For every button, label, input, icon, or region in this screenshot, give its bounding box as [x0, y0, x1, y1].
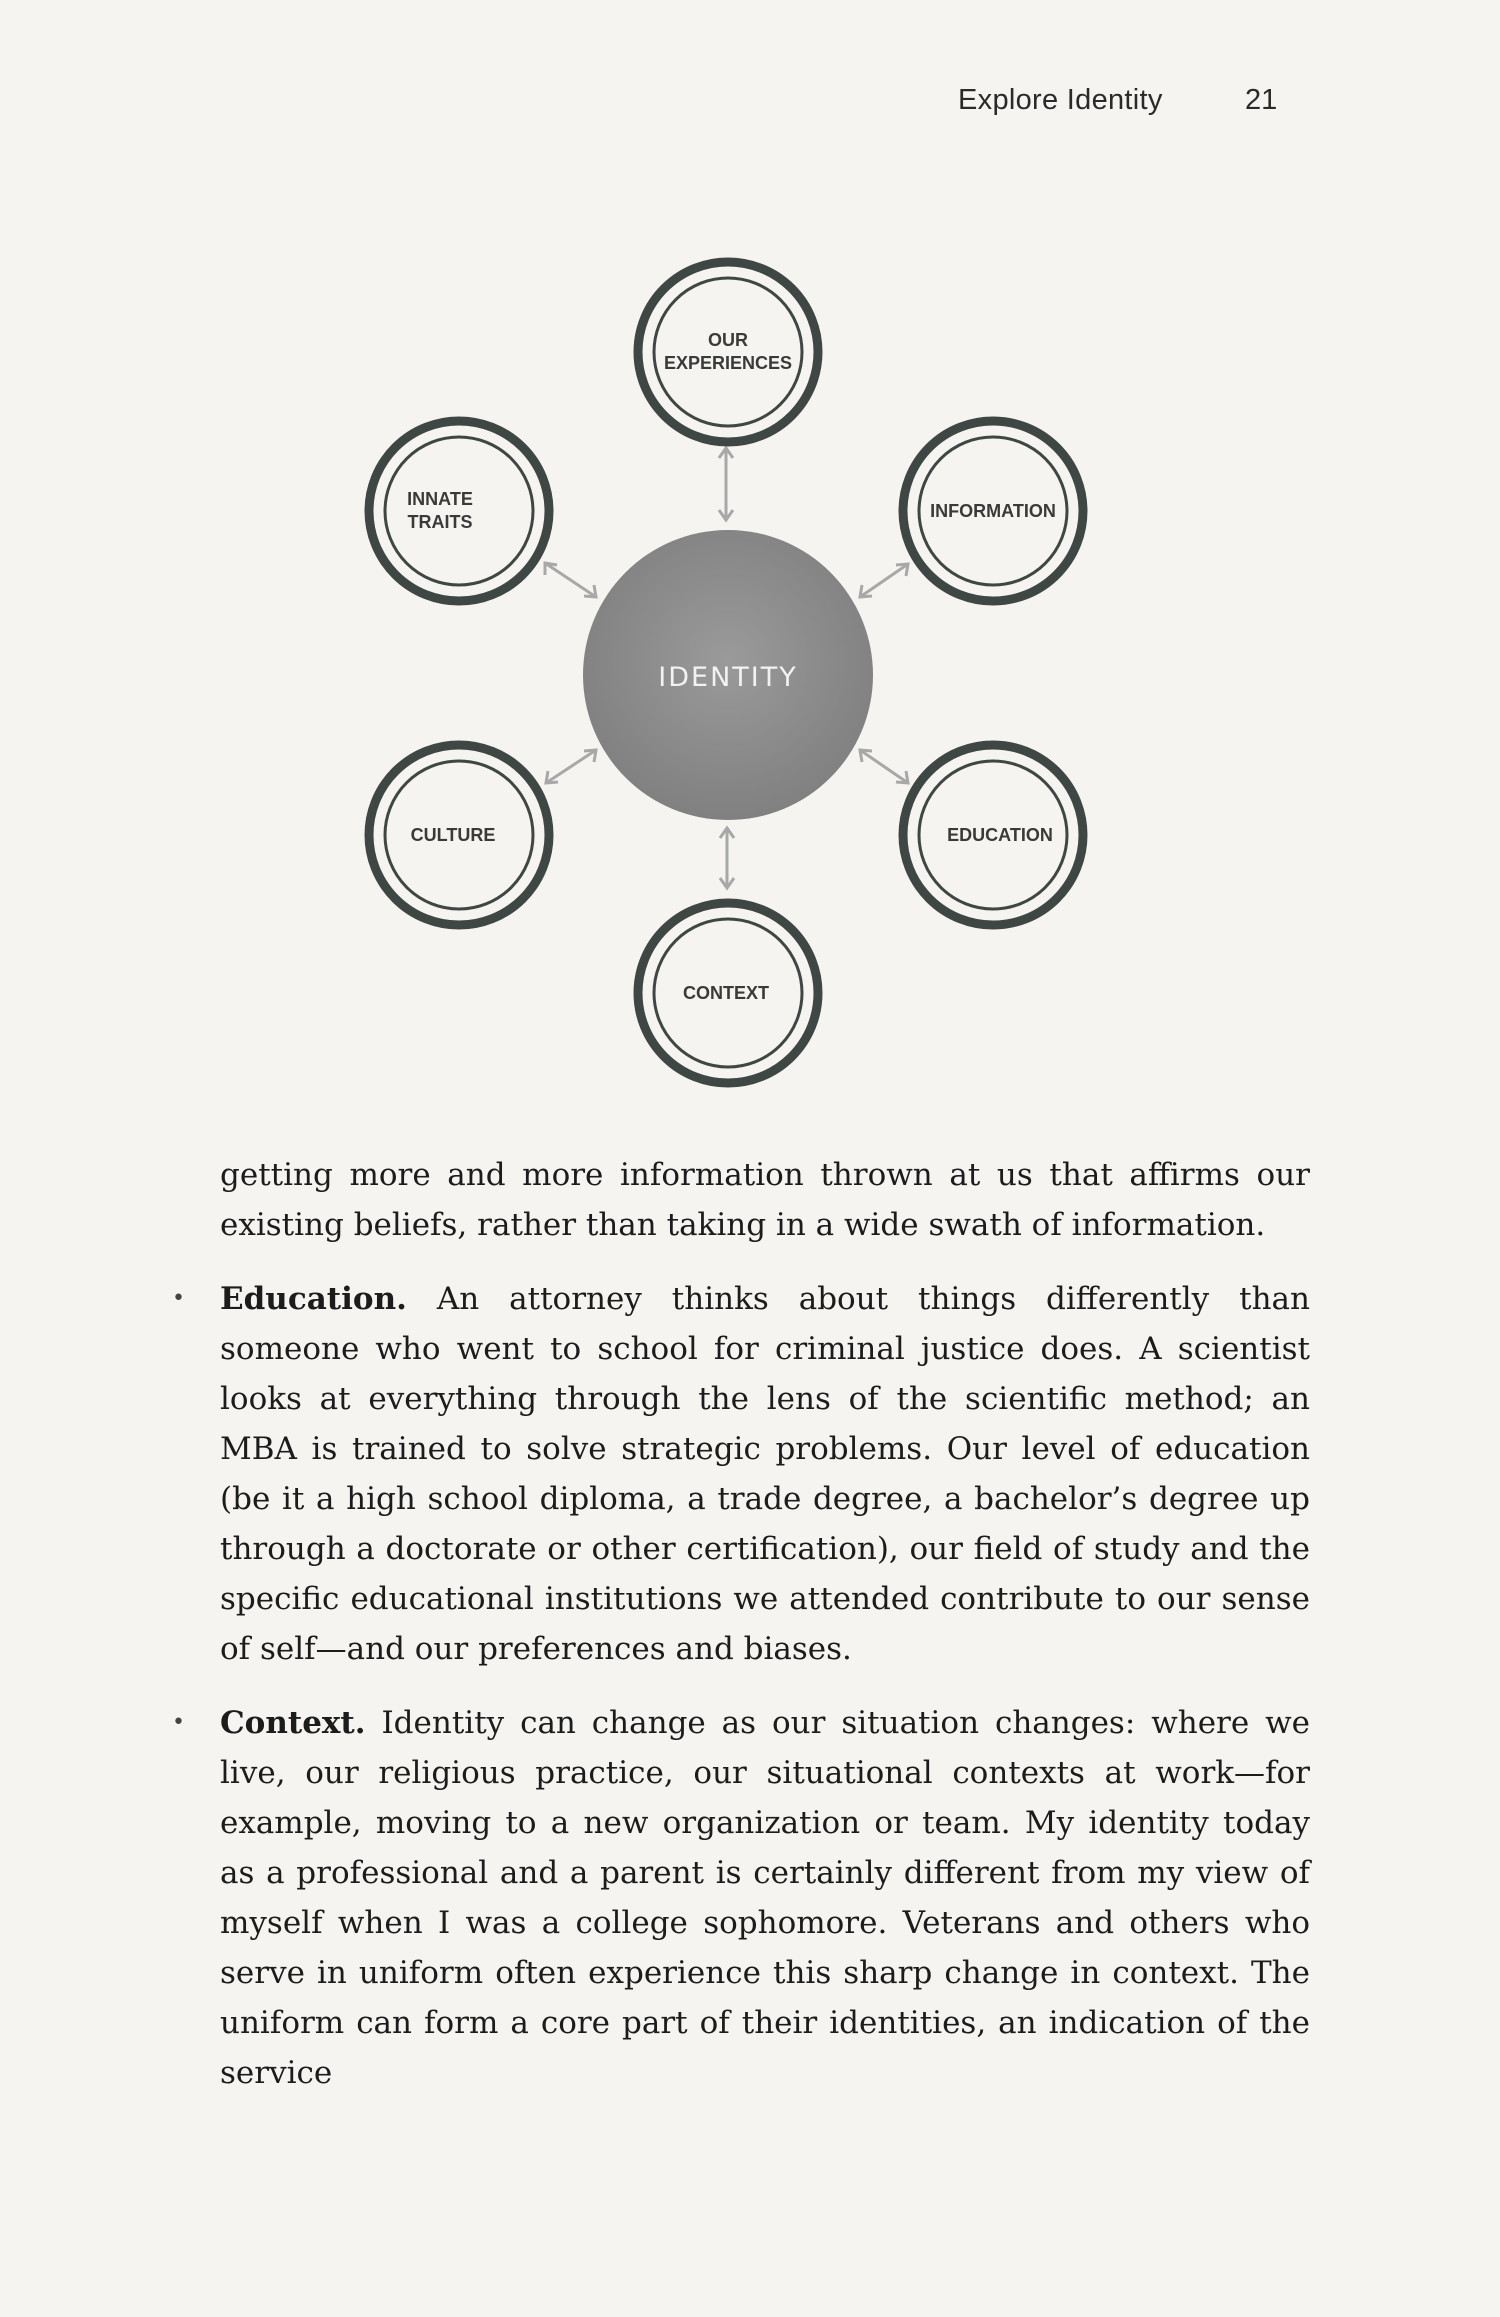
- running-header-title: Explore Identity: [958, 84, 1163, 116]
- node-context-label: CONTEXT: [682, 983, 770, 1003]
- bullet-education: [172, 1274, 1310, 1674]
- identity-center-label: IDENTITY: [658, 662, 798, 693]
- node-education: [903, 745, 1083, 925]
- page-number: 21: [1245, 84, 1278, 116]
- arrow-lower-right: [860, 750, 908, 783]
- node-our-experiences-label-line1: OUR: [708, 330, 748, 350]
- bullet-term-education: Education.: [220, 1281, 407, 1317]
- node-information-label: INFORMATION: [930, 501, 1056, 521]
- node-innate-traits-inner-ring: [385, 437, 533, 585]
- identity-diagram: [0, 0, 1500, 1130]
- arrow-upper-left: [545, 563, 596, 597]
- node-our-experiences: [638, 262, 818, 442]
- node-education-label: EDUCATION: [947, 825, 1053, 845]
- node-innate-traits-outer-ring: [369, 421, 549, 601]
- node-our-experiences-inner-ring: [654, 278, 802, 426]
- bullet-marker: •: [172, 1710, 185, 1735]
- continuation-paragraph: getting more and more information thrown at us that affirms our existing beliefs, rather than taking in a wide swath of information.: [220, 1157, 1310, 1243]
- node-information: [903, 421, 1083, 601]
- bullet-text-education: An attorney thinks about things differently than someone who went to school for criminal justice does. A scientist looks at everything through the lens of the scientific method; an MBA is trained to solve strategic problems. Our level of education (be it a high school diploma, a trade degree, a bachelor’s degree up through a doctorate or other certification), our field of study and the specific educational institutions we attended contribute to our sense of self—and our preferences and biases.: [220, 1281, 1310, 1667]
- bullet-term-context: Context.: [220, 1705, 366, 1741]
- identity-diagram-svg: [0, 0, 1500, 1130]
- bullet-context: [172, 1698, 1310, 2098]
- node-innate-traits: [369, 421, 549, 601]
- node-culture-label: CULTURE: [410, 825, 496, 845]
- body-text: [172, 1150, 1310, 2122]
- node-context: [638, 903, 818, 1083]
- bullet-text-context: Identity can change as our situation changes: where we live, our religious practice, our situational contexts at work—for example, moving to a new organization or team. My identity today as a professional and a parent is certainly different from my view of myself when I was a college sophomore. Veterans and others who serve in uniform often experience this sharp change in context. The uniform can form a core part of their identities, an indication of the service: [220, 1705, 1310, 2091]
- node-culture: [369, 745, 549, 925]
- arrow-upper-right: [860, 564, 908, 597]
- bullet-marker: •: [172, 1286, 185, 1311]
- node-our-experiences-label-line2: EXPERIENCES: [663, 353, 793, 373]
- node-innate-traits-label-line1: INNATE: [407, 489, 473, 509]
- node-our-experiences-outer-ring: [638, 262, 818, 442]
- node-innate-traits-label-line2: TRAITS: [407, 512, 473, 532]
- arrow-lower-left: [546, 750, 596, 783]
